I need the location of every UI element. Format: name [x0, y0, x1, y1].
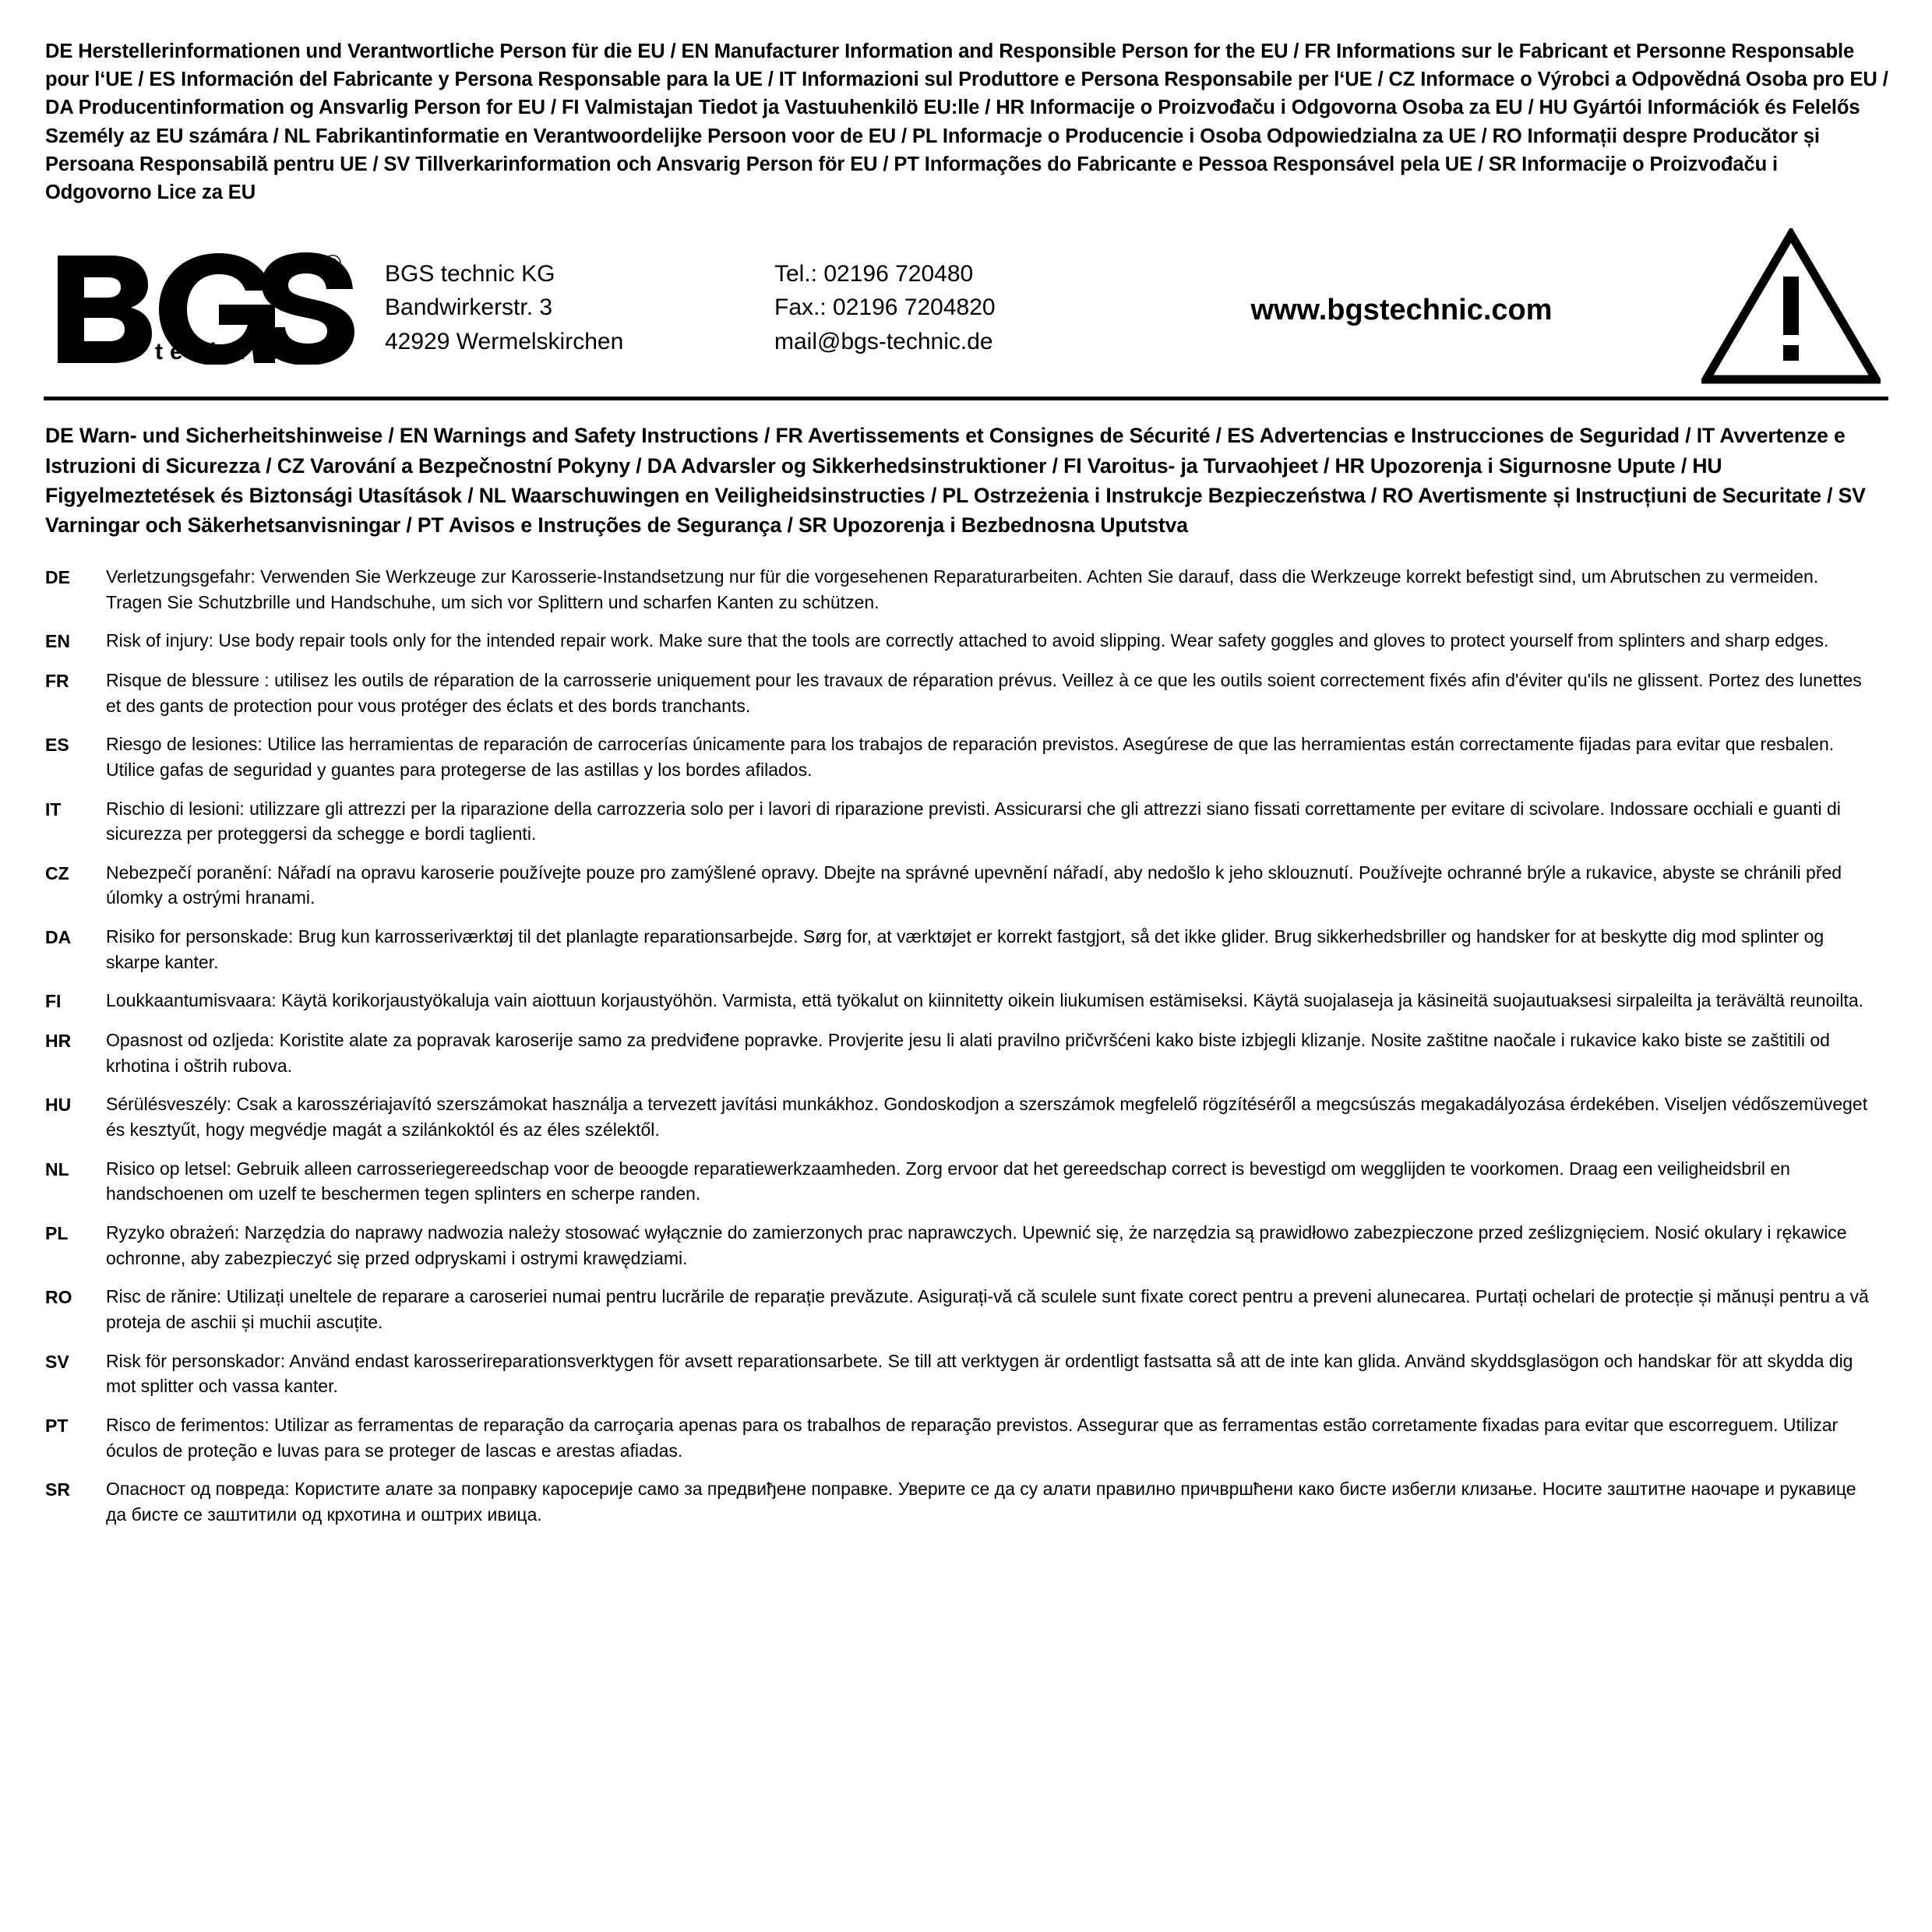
language-text: Sérülésveszély: Csak a karosszériajavító szerszámokat használja a tervezett javítási munkákhoz. Gondoskodjon a szerszámok megfelelő rögzítéséről a megcsúszás megakadályozása érdekében. Viseljen védőszemüveget és kesztyűt, hogy megvédje magát a szilánkoktól és az éles szélektől. — [106, 1094, 1868, 1141]
language-code: PT — [45, 1415, 69, 1436]
warning-triangle — [1686, 228, 1888, 384]
language-code: HR — [45, 1031, 72, 1052]
list-item — [45, 1476, 1888, 1527]
language-code: CZ — [45, 862, 69, 883]
list-item — [45, 1091, 1888, 1142]
company-header-band — [44, 224, 1888, 400]
language-text: Riesgo de lesiones: Utilice las herramientas de reparación de carrocerías únicamente para los trabajos de reparación previstos. Asegúrese de que las herramientas están correctamente fijadas para evitar que resbalen. Utilice gafas de seguridad y guantes para protegerse de las astillas y los bordes afilados. — [106, 734, 1835, 780]
list-item — [45, 1220, 1888, 1271]
company-website[interactable]: www.bgstechnic.com — [1250, 293, 1553, 326]
company-name: BGS technic KG — [385, 260, 555, 287]
company-contact — [774, 254, 1117, 359]
company-address — [385, 254, 774, 359]
language-text: Risico op letsel: Gebruik alleen carrosseriegereedschap voor de beoogde reparatiewerkzaamheden. Zorg ervoor dat het gereedschap correct is bevestigd om wegglijden te voorkomen. Draag een veiligheidsbril en handschoenen om uzelf te beschermen tegen splinters en scherpe randen. — [106, 1158, 1790, 1204]
language-code: DE — [45, 566, 70, 587]
list-item — [45, 668, 1888, 718]
language-text: Opasnost od ozljeda: Koristite alate za popravak karoserije samo za predviđene popravke. Provjerite jesu li alati pravilno pričvršćeni kako biste izbjegli klizanje. Nosite zaštitne naočale i rukavice kako biste se zaštitili od krhotina i oštrih rubova. — [106, 1030, 1830, 1076]
language-text: Risk för personskador: Använd endast karosserireparationsverktygen för avsett reparationsarbete. Se till att verktygen är ordentligt fastsatta så att de inte kan glida. Använd skyddsglasögon och handskar för att skydda dig mot splitter och vassa kanter. — [106, 1350, 1853, 1397]
language-code: IT — [45, 799, 62, 820]
list-item — [45, 924, 1888, 975]
language-code: NL — [45, 1158, 69, 1179]
safety-instructions-list — [44, 564, 1888, 1528]
language-code: SV — [45, 1351, 69, 1372]
list-item — [45, 988, 1888, 1014]
list-item — [45, 1028, 1888, 1078]
company-fax: Fax.: 02196 7204820 — [774, 294, 996, 321]
language-text: Risc de rănire: Utilizați uneltele de reparare a caroseriei numai pentru lucrările de reparație prevăzute. Asigurați-vă că sculele sunt fixate corect pentru a preveni alunecarea. Purtați ochelari de protecție și mănuși pentru a vă proteja de aschii și muchii ascuțite. — [106, 1286, 1869, 1332]
bgs-logo-icon — [50, 248, 361, 365]
language-code: FI — [45, 991, 62, 1012]
language-code: FR — [45, 670, 69, 691]
language-text: Risco de ferimentos: Utilizar as ferramentas de reparação da carroçaria apenas para os trabalhos de reparação previstos. Assegurar que as ferramentas estão corretamente fixadas para evitar que escorreguem. Utilizar óculos de proteção e luvas para se proteger de lascas e arestas afiadas. — [106, 1414, 1839, 1461]
company-tel: Tel.: 02196 720480 — [774, 260, 974, 287]
page-title: DE Herstellerinformationen und Verantwortliche Person für die EU / EN Manufacturer Information and Responsible Person for the EU / FR Informations sur le Fabricant et Personne Responsable pour l‘UE / ES Información del Fabricante y Persona Responsable para la UE / IT Informazioni sul Produttore e Persona Responsabile per l‘UE / CZ Informace o Výrobci a Odpovědná Osoba pro EU / DA Producentinformation og Ansvarlig Person for EU / FI Valmistajan Tiedot ja Vastuuhenkilö EU:lle / HR Informacije o Proizvođaču i Odgovorna Osoba za EU / HU Gyártói Információk és Felelős Személy az EU számára / NL Fabrikantinformatie en Verantwoordelijke Persoon voor de EU / PL Informacje o Producencie i Osoba Odpowiedzialna za UE / RO Informații despre Producător și Persoana Responsabilă pentru UE / SV Tillverkarinformation och Ansvarig Person för EU / PT Informações do Fabricante e Pessoa Responsável pela UE / SR Informacije o Proizvođaču i Odgovorno Lice za EU — [45, 41, 1888, 204]
language-text: Rischio di lesioni: utilizzare gli attrezzi per la riparazione della carrozzeria solo per i lavori di riparazione previsti. Assicurarsi che gli attrezzi siano fissati correttamente per evitare di scivolare. Indossare occhiali e guanti di sicurezza per proteggersi da schegge e bordi taglienti. — [106, 798, 1841, 844]
list-item — [45, 1156, 1888, 1207]
safety-heading: DE Warn- und Sicherheitshinweise / EN Warnings and Safety Instructions / FR Avertissements et Consignes de Sécurité / ES Advertencias e Instrucciones de Seguridad / IT Avvertenze e Istruzioni di Sicurezza / CZ Varování a Bezpečnostní Pokyny / DA Advarsler og Sikkerhedsinstruktioner / FI Varoitus- ja Turvaohjeet / HR Upozorenja i Sigurnosne Upute / HU Figyelmeztetések és Biztonsági Utasítások / NL Waarschuwingen en Veiligheidsinstructies / PL Ostrzeżenia i Instrukcje Bezpieczeństwa / RO Avertismente și Instrucțiuni de Securitate / SV Varningar och Säkerhetsanvisningar / PT Avisos e Instruções de Segurança / SR Upozorenja i Bezbednosna Uputstva — [45, 424, 1866, 538]
language-code: RO — [45, 1287, 72, 1308]
bgs-logo — [44, 248, 385, 365]
list-item — [45, 1412, 1888, 1463]
list-item — [45, 796, 1888, 847]
language-text: Loukkaantumisvaara: Käytä korikorjaustyökaluja vain aiottuun korjaustyöhön. Varmista, että työkalut on kiinnitetty oikein liukumisen estämiseksi. Käytä suojalaseja ja käsineitä suojautuaksesi sirpaleilta ja terävältä reunoilta. — [106, 990, 1864, 1011]
warning-triangle-icon — [1701, 228, 1881, 384]
language-code: SR — [45, 1479, 70, 1500]
language-text: Risiko for personskade: Brug kun karrosseriværktøj til det planlagte reparationsarbejde. Sørg for, at værktøjet er korrekt fastgjort, så det ikke glider. Brug sikkerhedsbriller og handsker for at beskytte dig mod splinter og skarpe kanter. — [106, 926, 1824, 972]
company-street: Bandwirkerstr. 3 — [385, 294, 553, 321]
language-code: HU — [45, 1095, 72, 1116]
language-text: Опасност од повреда: Користите алате за поправку каросерије само за предвиђене поправке. Уверите се да су алати правилно причвршћени како бисте избегли клизање. Носите заштитне наочаре и рукавице да бисте се заштитили од крхотина и оштрих ивица. — [106, 1479, 1856, 1525]
language-code: ES — [45, 735, 69, 756]
list-item — [45, 1349, 1888, 1399]
list-item — [45, 1284, 1888, 1334]
language-text: Risque de blessure : utilisez les outils de réparation de la carrosserie uniquement pour les travaux de réparation prévus. Veillez à ce que les outils soient correctement fixés afin d'éviter qu'ils ne glissent. Portez des lunettes et des gants de protection pour vous protéger des éclats et des bords tranchants. — [106, 669, 1862, 716]
list-item — [45, 628, 1888, 654]
language-code: PL — [45, 1223, 69, 1244]
language-text: Verletzungsgefahr: Verwenden Sie Werkzeuge zur Karosserie-Instandsetzung nur für die vorgesehenen Reparaturarbeiten. Achten Sie darauf, dass die Werkzeuge korrekt befestigt sind, um Abrutschen zu vermeiden. Tragen Sie Schutzbrille und Handschuhe, um sich vor Splittern und scharfen Kanten zu schützen. — [106, 566, 1819, 612]
list-item — [45, 860, 1888, 911]
language-text: Risk of injury: Use body repair tools only for the intended repair work. Make sure that the tools are correctly attached to avoid slipping. Wear safety goggles and gloves to protect yourself from splinters and sharp edges. — [106, 630, 1829, 651]
company-email[interactable]: mail@bgs-technic.de — [774, 328, 993, 354]
list-item — [45, 732, 1888, 782]
logo-trademark: ® — [324, 251, 342, 277]
language-code: EN — [45, 631, 70, 652]
list-item — [45, 564, 1888, 615]
language-text: Ryzyko obrażeń: Narzędzia do naprawy nadwozia należy stosować wyłącznie do zamierzonych prac naprawczych. Upewnić się, że narzędzia są prawidłowo zabezpieczone przed ześlizgnięciem. Nosić okulary i rękawice ochronne, aby zabezpieczyć się przed odpryskami i ostrymi krawędziami. — [106, 1222, 1847, 1268]
logo-subtext: technic — [155, 339, 287, 365]
company-city: 42929 Wermelskirchen — [385, 328, 624, 354]
language-code: DA — [45, 927, 72, 948]
language-text: Nebezpečí poranění: Nářadí na opravu karoserie používejte pouze pro zamýšlené opravy. Dbejte na správné upevnění nářadí, aby nedošlo k jeho sklouznutí. Používejte ochranné brýle a rukavice, abyste se chránili před úlomky a ostrými hranami. — [106, 862, 1842, 908]
